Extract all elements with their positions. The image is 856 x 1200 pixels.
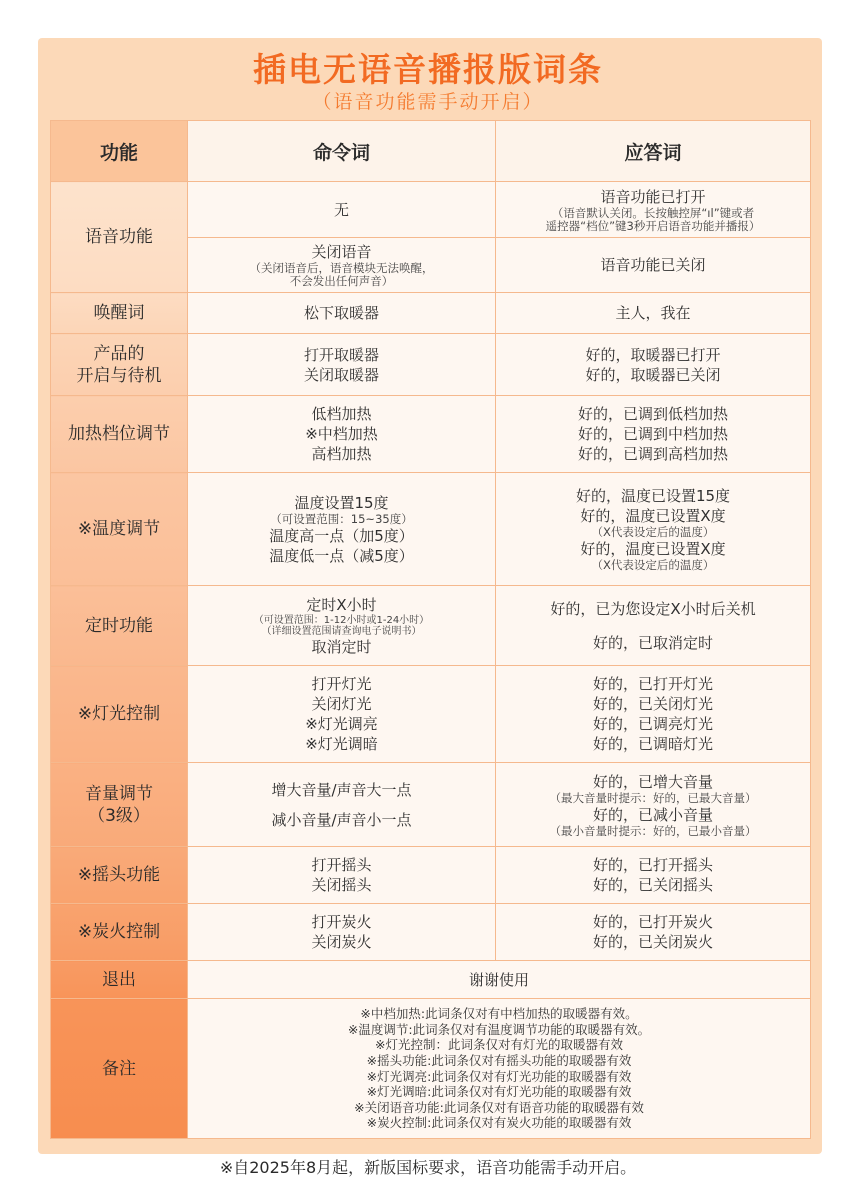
cmd-light-bright: ※灯光调亮 bbox=[305, 715, 378, 733]
resp-swing-off: 好的，已关闭摇头 bbox=[592, 876, 713, 894]
notes-cell bbox=[188, 999, 811, 1139]
row-label-wake: 唤醒词 bbox=[51, 293, 188, 334]
resp-timer bbox=[496, 586, 811, 666]
footer-notice: ※自2025年8月起，新版国标要求，语音功能需手动开启。 bbox=[219, 1158, 637, 1177]
note-line: ※摇头功能:此词条仅对有摇头功能的取暖器有效 bbox=[366, 1052, 632, 1068]
resp-charcoal-on: 好的，已打开炭火 bbox=[592, 913, 713, 931]
resp-power bbox=[496, 334, 811, 396]
cmd-heat-low: 低档加热 bbox=[311, 405, 372, 423]
resp-voice-on-note2: 遥控器“档位”键3秒开启语音功能并播报） bbox=[545, 218, 761, 233]
row-label-heat: 加热档位调节 bbox=[51, 396, 188, 473]
header-response: 应答词 bbox=[496, 121, 811, 182]
cmd-timer-cancel: 取消定时 bbox=[311, 637, 372, 656]
cmd-voice-off-note1: （关闭语音后，语音模块无法唤醒， bbox=[249, 261, 434, 275]
page-subtitle: （语音功能需手动开启） bbox=[312, 91, 544, 113]
row-label-notes: 备注 bbox=[51, 999, 188, 1139]
resp-light-bright: 好的，已调亮灯光 bbox=[592, 715, 713, 733]
resp-timer-cancel: 好的，已取消定时 bbox=[592, 633, 713, 652]
cmd-heat bbox=[188, 396, 496, 473]
cmd-heat-high: 高档加热 bbox=[311, 445, 372, 463]
page-title: 插电无语音播报版词条 bbox=[253, 50, 603, 89]
header-function: 功能 bbox=[51, 121, 188, 182]
cmd-timer-set: 定时X小时 bbox=[306, 595, 377, 614]
note-line: ※关闭语音功能:此词条仅对有语音功能的取暖器有效 bbox=[354, 1099, 644, 1115]
row-label-volume-line1: 音量调节 bbox=[85, 783, 153, 804]
resp-temp-set: 好的，温度已设置15度 bbox=[575, 487, 731, 505]
resp-temp-down-note: （X代表设定后的温度） bbox=[591, 558, 715, 572]
cmd-volume-up: 增大音量/声音大一点 bbox=[271, 780, 412, 799]
cmd-charcoal bbox=[188, 904, 496, 961]
cmd-swing bbox=[188, 847, 496, 904]
cmd-volume bbox=[188, 763, 496, 847]
resp-temp-down: 好的，温度已设置X度 bbox=[580, 540, 726, 558]
resp-light-dim: 好的，已调暗灯光 bbox=[592, 735, 713, 753]
resp-power-off: 好的，取暖器已关闭 bbox=[585, 365, 721, 384]
resp-voice-on-text: 语音功能已打开 bbox=[600, 187, 706, 206]
cmd-light-off: 关闭灯光 bbox=[311, 695, 372, 713]
cmd-temp-down: 温度低一点（减5度） bbox=[269, 546, 414, 565]
note-line: ※灯光调亮:此词条仅对有灯光功能的取暖器有效 bbox=[366, 1068, 632, 1084]
table-row-exit bbox=[51, 961, 811, 999]
cmd-charcoal-off: 关闭炭火 bbox=[311, 933, 372, 951]
row-label-swing: ※摇头功能 bbox=[51, 847, 188, 904]
cmd-voice-off-text: 关闭语音 bbox=[311, 243, 372, 261]
resp-heat-high: 好的，已调到高档加热 bbox=[577, 445, 728, 463]
resp-timer-set: 好的，已为您设定X小时后关机 bbox=[550, 599, 756, 618]
resp-swing bbox=[496, 847, 811, 904]
table-row-light bbox=[51, 666, 811, 763]
note-line: ※炭火控制:此词条仅对有炭火功能的取暖器有效 bbox=[366, 1115, 632, 1131]
note-line: ※灯光控制：此词条仅对有灯光的取暖器有效 bbox=[375, 1037, 623, 1053]
cmd-temp-set: 温度设置15度 bbox=[294, 493, 389, 512]
resp-temp-up-note: （X代表设定后的温度） bbox=[591, 525, 715, 539]
cmd-timer-range: （可设置范围：1-12小时或1-24小时） bbox=[253, 614, 430, 626]
command-table-wrap bbox=[50, 120, 810, 1139]
row-label-charcoal: ※炭火控制 bbox=[51, 904, 188, 961]
table-row-power bbox=[51, 334, 811, 396]
cmd-temp-up: 温度高一点（加5度） bbox=[269, 526, 414, 545]
resp-wake: 主人，我在 bbox=[496, 293, 811, 334]
resp-voice-off bbox=[496, 238, 811, 293]
note-line: ※灯光调暗:此词条仅对有灯光功能的取暖器有效 bbox=[366, 1084, 632, 1100]
resp-volume-up-note: （最大音量时提示：好的，已最大音量） bbox=[549, 790, 757, 805]
table-row-notes bbox=[51, 999, 811, 1139]
resp-charcoal bbox=[496, 904, 811, 961]
cmd-power bbox=[188, 334, 496, 396]
note-line: ※中档加热:此词条仅对有中档加热的取暖器有效。 bbox=[360, 1006, 638, 1022]
row-label-power bbox=[51, 334, 188, 396]
row-label-power-line1: 产品的 bbox=[93, 343, 145, 364]
row-label-light: ※灯光控制 bbox=[51, 666, 188, 763]
row-label-voice: 语音功能 bbox=[51, 182, 188, 293]
header-command: 命令词 bbox=[188, 121, 496, 182]
cmd-swing-on: 打开摇头 bbox=[311, 856, 372, 874]
resp-power-on: 好的，取暖器已打开 bbox=[585, 345, 721, 364]
resp-light bbox=[496, 666, 811, 763]
command-table bbox=[50, 120, 811, 1139]
cmd-voice-off bbox=[188, 238, 496, 293]
exit-text: 谢谢使用 bbox=[188, 961, 811, 999]
row-label-temp: ※温度调节 bbox=[51, 473, 188, 586]
resp-voice-on-note1: （语音默认关闭。长按触控屏“ıl”键或者 bbox=[551, 205, 755, 220]
table-row-charcoal bbox=[51, 904, 811, 961]
resp-temp-up: 好的，温度已设置X度 bbox=[580, 507, 726, 525]
cmd-light-dim: ※灯光调暗 bbox=[305, 735, 378, 753]
table-header-row bbox=[51, 121, 811, 182]
row-label-exit: 退出 bbox=[51, 961, 188, 999]
table-row-volume bbox=[51, 763, 811, 847]
resp-volume bbox=[496, 763, 811, 847]
cmd-power-on: 打开取暖器 bbox=[303, 345, 379, 364]
cmd-light bbox=[188, 666, 496, 763]
resp-volume-up: 好的，已增大音量 bbox=[592, 772, 713, 791]
resp-swing-on: 好的，已打开摇头 bbox=[592, 856, 713, 874]
row-label-timer: 定时功能 bbox=[51, 586, 188, 666]
resp-light-off: 好的，已关闭灯光 bbox=[592, 695, 713, 713]
resp-heat-mid: 好的，已调到中档加热 bbox=[577, 425, 728, 443]
cmd-voice-on bbox=[188, 182, 496, 238]
cmd-light-on: 打开灯光 bbox=[311, 675, 372, 693]
cmd-voice-off-note2: 不会发出任何声音） bbox=[289, 274, 394, 288]
cmd-charcoal-on: 打开炭火 bbox=[311, 913, 372, 931]
table-row-voice-on bbox=[51, 182, 811, 238]
table-row-wake bbox=[51, 293, 811, 334]
resp-light-on: 好的，已打开灯光 bbox=[592, 675, 713, 693]
table-row-timer bbox=[51, 586, 811, 666]
row-label-volume-line2: （3级） bbox=[88, 805, 150, 826]
note-line: ※温度调节:此词条仅对有温度调节功能的取暖器有效。 bbox=[347, 1021, 651, 1037]
cmd-wake: 松下取暖器 bbox=[188, 293, 496, 334]
resp-volume-down: 好的，已减小音量 bbox=[592, 805, 713, 824]
cmd-timer-detail: （详细设置范围请查询电子说明书） bbox=[261, 625, 422, 637]
cmd-voice-on-text: 无 bbox=[333, 200, 349, 219]
table-row-heat bbox=[51, 396, 811, 473]
cmd-temp bbox=[188, 473, 496, 586]
cmd-temp-range: （可设置范围：15~35度） bbox=[270, 511, 413, 526]
cmd-timer bbox=[188, 586, 496, 666]
cmd-volume-down: 减小音量/声音小一点 bbox=[271, 810, 412, 829]
resp-temp bbox=[496, 473, 811, 586]
table-row-swing bbox=[51, 847, 811, 904]
cmd-swing-off: 关闭摇头 bbox=[311, 876, 372, 894]
row-label-power-line2: 开启与待机 bbox=[76, 365, 162, 386]
resp-voice-on bbox=[496, 182, 811, 238]
resp-volume-down-note: （最小音量时提示：好的，已最小音量） bbox=[549, 823, 757, 838]
resp-heat-low: 好的，已调到低档加热 bbox=[577, 405, 728, 423]
cmd-heat-mid: ※中档加热 bbox=[305, 425, 378, 443]
row-label-volume bbox=[51, 763, 188, 847]
resp-heat bbox=[496, 396, 811, 473]
table-row-temp bbox=[51, 473, 811, 586]
resp-voice-off-text: 语音功能已关闭 bbox=[600, 256, 706, 274]
cmd-power-off: 关闭取暖器 bbox=[303, 365, 379, 384]
resp-charcoal-off: 好的，已关闭炭火 bbox=[592, 933, 713, 951]
